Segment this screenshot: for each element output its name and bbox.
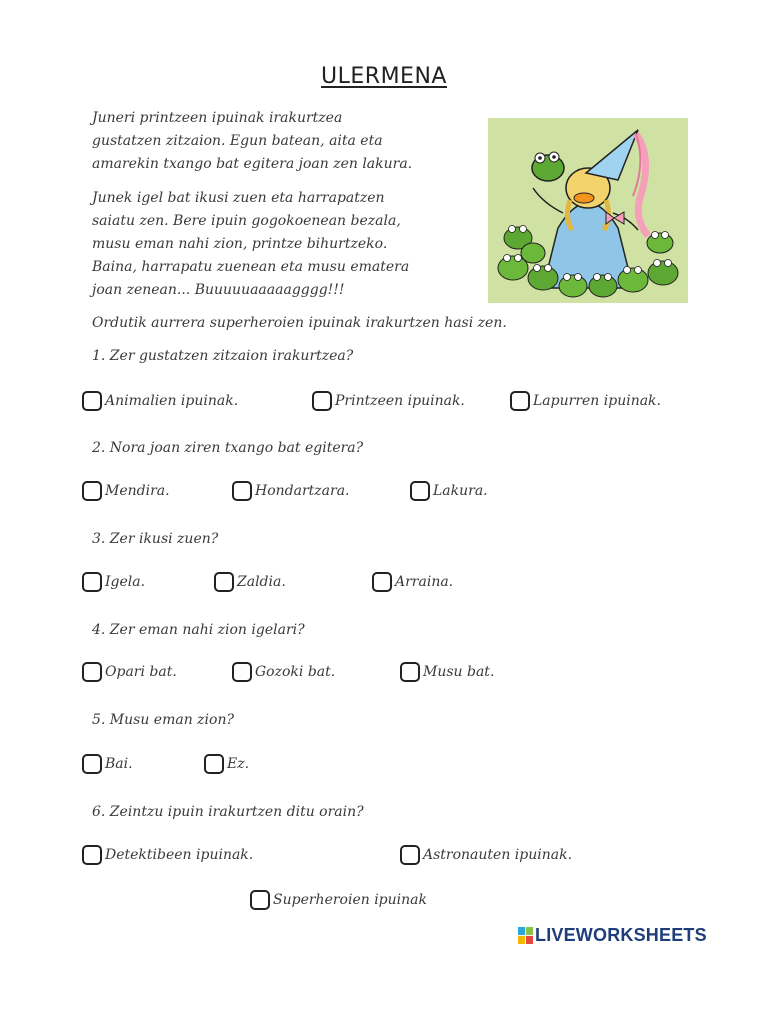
option-label: Arraina.: [395, 574, 454, 590]
checkbox[interactable]: [510, 391, 530, 411]
question-1: 1. Zer gustatzen zitzaion irakurtzea?: [92, 348, 354, 364]
option-label: Mendira.: [105, 483, 170, 499]
option-arraina[interactable]: [372, 572, 453, 592]
option-printzeen[interactable]: [312, 391, 465, 411]
story-line: Juneri printzeen ipuinak irakurtzea: [92, 110, 343, 126]
checkbox[interactable]: [372, 572, 392, 592]
checkbox[interactable]: [82, 572, 102, 592]
option-label: Superheroien ipuinak: [273, 892, 427, 908]
checkbox[interactable]: [82, 754, 102, 774]
option-label: Printzeen ipuinak.: [335, 393, 465, 409]
story-line: Junek igel bat ikusi zuen eta harrapatzen: [92, 190, 385, 206]
liveworksheets-logo-icon: [518, 927, 533, 944]
checkbox[interactable]: [400, 845, 420, 865]
option-label: Igela.: [105, 574, 146, 590]
option-label: Lapurren ipuinak.: [533, 393, 661, 409]
checkbox[interactable]: [312, 391, 332, 411]
checkbox[interactable]: [82, 481, 102, 501]
checkbox[interactable]: [204, 754, 224, 774]
option-label: Ez.: [227, 756, 250, 772]
checkbox[interactable]: [232, 662, 252, 682]
illustration-svg: [488, 118, 688, 303]
option-zaldia[interactable]: [214, 572, 286, 592]
option-label: Detektibeen ipuinak.: [105, 847, 254, 863]
checkbox[interactable]: [410, 481, 430, 501]
option-astronauten[interactable]: [400, 845, 572, 865]
option-mendira[interactable]: [82, 481, 170, 501]
option-label: Musu bat.: [423, 664, 495, 680]
option-lakura[interactable]: [410, 481, 488, 501]
option-label: Lakura.: [433, 483, 488, 499]
option-animalien[interactable]: [82, 391, 238, 411]
story-line: Baina, harrapatu zuenean eta musu ematera: [92, 259, 410, 275]
story-line: saiatu zen. Bere ipuin gogokoenean bezala,: [92, 213, 401, 229]
option-superheroien[interactable]: [250, 890, 427, 910]
checkbox[interactable]: [232, 481, 252, 501]
option-label: Astronauten ipuinak.: [423, 847, 573, 863]
option-ez[interactable]: [204, 754, 249, 774]
option-opari[interactable]: [82, 662, 177, 682]
story-line: musu eman nahi zion, printze bihurtzeko.: [92, 236, 388, 252]
option-lapurren[interactable]: [510, 391, 661, 411]
option-igela[interactable]: [82, 572, 145, 592]
checkbox[interactable]: [250, 890, 270, 910]
option-musu[interactable]: [400, 662, 494, 682]
question-2: 2. Nora joan ziren txango bat egitera?: [92, 440, 364, 456]
option-bai[interactable]: [82, 754, 133, 774]
logo-text: LIVEWORKSHEETS: [535, 925, 707, 945]
option-detektibeen[interactable]: [82, 845, 253, 865]
story-line: joan zenean... Buuuuuaaaaagggg!!!: [92, 282, 345, 298]
question-4: 4. Zer eman nahi zion igelari?: [92, 622, 305, 638]
option-gozoki[interactable]: [232, 662, 335, 682]
option-label: Opari bat.: [105, 664, 177, 680]
option-label: Hondartzara.: [255, 483, 350, 499]
option-label: Zaldia.: [237, 574, 286, 590]
page-title: ULERMENA: [321, 64, 447, 89]
checkbox[interactable]: [400, 662, 420, 682]
story-line: gustatzen zitzaion. Egun batean, aita eta: [92, 133, 383, 149]
checkbox[interactable]: [82, 391, 102, 411]
question-6: 6. Zeintzu ipuin irakurtzen ditu orain?: [92, 804, 364, 820]
question-3: 3. Zer ikusi zuen?: [92, 531, 219, 547]
story-line: Ordutik aurrera superheroien ipuinak irakurtzen hasi zen.: [92, 315, 507, 331]
option-hondartzara[interactable]: [232, 481, 350, 501]
question-5: 5. Musu eman zion?: [92, 712, 234, 728]
princess-frogs-illustration: [488, 118, 688, 303]
checkbox[interactable]: [214, 572, 234, 592]
checkbox[interactable]: [82, 662, 102, 682]
story-line: amarekin txango bat egitera joan zen lakura.: [92, 156, 413, 172]
option-label: Bai.: [105, 756, 133, 772]
option-label: Animalien ipuinak.: [105, 393, 239, 409]
liveworksheets-logo[interactable]: [518, 925, 707, 946]
option-label: Gozoki bat.: [255, 664, 336, 680]
checkbox[interactable]: [82, 845, 102, 865]
